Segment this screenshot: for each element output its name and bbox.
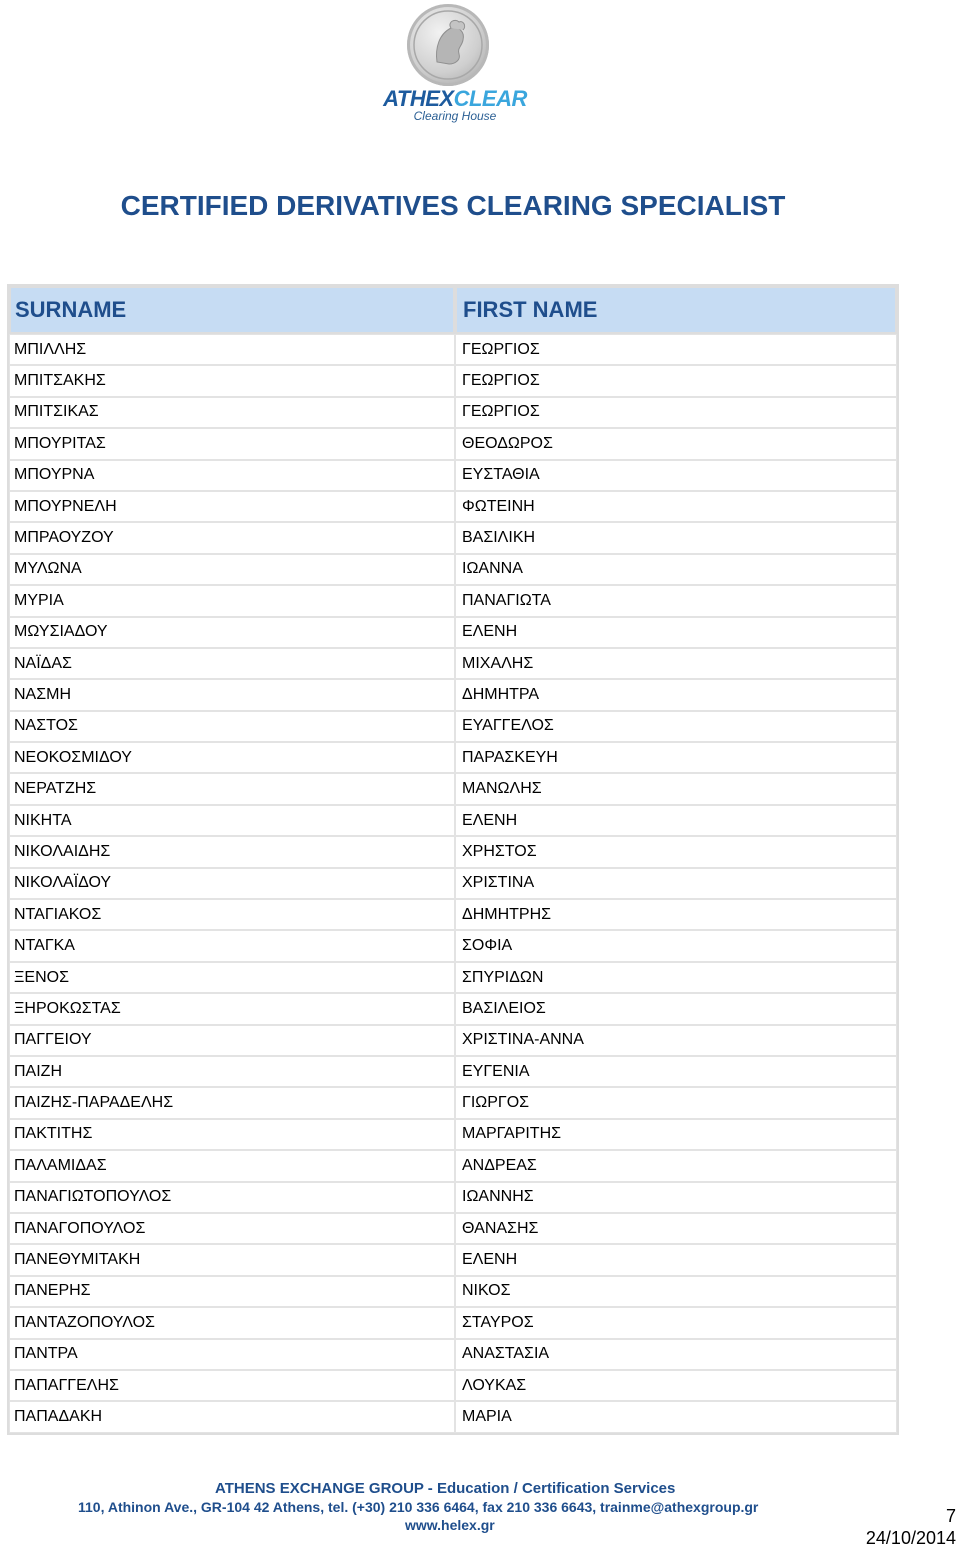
specialists-table bbox=[7, 284, 899, 1435]
table-body bbox=[9, 334, 897, 1433]
surname-cell: ΝΕΡΑΤΖΗΣ bbox=[9, 773, 455, 804]
first-name-cell: ΘΕΟΔΩΡΟΣ bbox=[455, 428, 897, 459]
table-row bbox=[9, 1119, 897, 1150]
table-row bbox=[9, 1339, 897, 1370]
first-name-cell: ΕΛΕΝΗ bbox=[455, 617, 897, 648]
first-name-cell: ΓΙΩΡΓΟΣ bbox=[455, 1087, 897, 1118]
athexclear-logo bbox=[380, 4, 530, 124]
first-name-cell: ΜΑΡΙΑ bbox=[455, 1401, 897, 1432]
surname-cell: ΠΑΚΤΙΤΗΣ bbox=[9, 1119, 455, 1150]
surname-cell: ΝΑΣΜΗ bbox=[9, 679, 455, 710]
surname-cell: ΝΤΑΓΙΑΚΟΣ bbox=[9, 899, 455, 930]
surname-cell: ΠΑΝΕΡΗΣ bbox=[9, 1276, 455, 1307]
brand-part-athex: ATHEX bbox=[383, 86, 454, 111]
table-header-row bbox=[9, 286, 897, 334]
first-name-cell: ΙΩΑΝΝΑ bbox=[455, 554, 897, 585]
first-name-cell: ΑΝΔΡΕΑΣ bbox=[455, 1150, 897, 1181]
table-row bbox=[9, 899, 897, 930]
page-footer bbox=[0, 1478, 960, 1550]
first-name-cell: ΧΡΗΣΤΟΣ bbox=[455, 836, 897, 867]
first-name-cell: ΔΗΜΗΤΡΑ bbox=[455, 679, 897, 710]
surname-cell: ΝΙΚΟΛΑΙΔΗΣ bbox=[9, 836, 455, 867]
first-name-cell: ΝΙΚΟΣ bbox=[455, 1276, 897, 1307]
surname-cell: ΝΑΣΤΟΣ bbox=[9, 711, 455, 742]
footer-address: 110, Athinon Ave., GR-104 42 Athens, tel. (+30) 210 336 6464, fax 210 336 6643, trainme@athexgroup.gr bbox=[78, 1499, 759, 1515]
surname-cell: ΠΑΙΖΗΣ-ΠΑΡΑΔΕΛΗΣ bbox=[9, 1087, 455, 1118]
surname-cell: ΝΤΑΓΚΑ bbox=[9, 930, 455, 961]
table-row bbox=[9, 1276, 897, 1307]
table-row bbox=[9, 1087, 897, 1118]
table-row bbox=[9, 460, 897, 491]
first-name-cell: ΠΑΡΑΣΚΕΥΗ bbox=[455, 742, 897, 773]
surname-cell: ΜΠΟΥΡΙΤΑΣ bbox=[9, 428, 455, 459]
table-row bbox=[9, 1182, 897, 1213]
surname-cell: ΝΕΟΚΟΣΜΙΔΟΥ bbox=[9, 742, 455, 773]
header-surname: SURNAME bbox=[9, 286, 455, 334]
surname-cell: ΞΕΝΟΣ bbox=[9, 962, 455, 993]
first-name-cell: ΒΑΣΙΛΕΙΟΣ bbox=[455, 993, 897, 1024]
table-row bbox=[9, 962, 897, 993]
first-name-cell: ΦΩΤΕΙΝΗ bbox=[455, 491, 897, 522]
surname-cell: ΜΥΡΙΑ bbox=[9, 585, 455, 616]
first-name-cell: ΣΟΦΙΑ bbox=[455, 930, 897, 961]
surname-cell: ΜΠΙΤΣΑΚΗΣ bbox=[9, 365, 455, 396]
first-name-cell: ΕΛΕΝΗ bbox=[455, 805, 897, 836]
surname-cell: ΜΠΟΥΡΝΑ bbox=[9, 460, 455, 491]
document-date: 24/10/2014 bbox=[865, 1528, 956, 1548]
first-name-cell: ΔΗΜΗΤΡΗΣ bbox=[455, 899, 897, 930]
surname-cell: ΠΑΠΑΔΑΚΗ bbox=[9, 1401, 455, 1432]
brand-subtitle: Clearing House bbox=[413, 109, 497, 123]
footer-organization: ATHENS EXCHANGE GROUP - Education / Certification Services bbox=[215, 1480, 676, 1497]
first-name-cell: ΕΥΣΤΑΘΙΑ bbox=[455, 460, 897, 491]
table-row bbox=[9, 1025, 897, 1056]
first-name-cell: ΜΑΝΩΛΗΣ bbox=[455, 773, 897, 804]
first-name-cell: ΛΟΥΚΑΣ bbox=[455, 1370, 897, 1401]
table-row bbox=[9, 993, 897, 1024]
table-row bbox=[9, 1056, 897, 1087]
surname-cell: ΠΑΝΕΘΥΜΙΤΑΚΗ bbox=[9, 1244, 455, 1275]
table-row bbox=[9, 1370, 897, 1401]
surname-cell: ΠΑΠΑΓΓΕΛΗΣ bbox=[9, 1370, 455, 1401]
first-name-cell: ΜΑΡΓΑΡΙΤΗΣ bbox=[455, 1119, 897, 1150]
header-first-name: FIRST NAME bbox=[455, 286, 897, 334]
table-row bbox=[9, 1213, 897, 1244]
table-row bbox=[9, 1307, 897, 1338]
table-row bbox=[9, 585, 897, 616]
first-name-cell: ΧΡΙΣΤΙΝΑ bbox=[455, 868, 897, 899]
surname-cell: ΝΙΚΟΛΑΪΔΟΥ bbox=[9, 868, 455, 899]
first-name-cell: ΙΩΑΝΝΗΣ bbox=[455, 1182, 897, 1213]
first-name-cell: ΠΑΝΑΓΙΩΤΑ bbox=[455, 585, 897, 616]
surname-cell: ΠΑΓΓΕΙΟΥ bbox=[9, 1025, 455, 1056]
first-name-cell: ΧΡΙΣΤΙΝΑ-ΑΝΝΑ bbox=[455, 1025, 897, 1056]
first-name-cell: ΓΕΩΡΓΙΟΣ bbox=[455, 397, 897, 428]
table-row bbox=[9, 491, 897, 522]
surname-cell: ΠΑΝΑΓΙΩΤΟΠΟΥΛΟΣ bbox=[9, 1182, 455, 1213]
table-row bbox=[9, 742, 897, 773]
first-name-cell: ΣΠΥΡΙΔΩΝ bbox=[455, 962, 897, 993]
surname-cell: ΜΠΙΛΛΗΣ bbox=[9, 334, 455, 365]
first-name-cell: ΒΑΣΙΛΙΚΗ bbox=[455, 522, 897, 553]
first-name-cell: ΜΙΧΑΛΗΣ bbox=[455, 648, 897, 679]
page-title: CERTIFIED DERIVATIVES CLEARING SPECIALIST bbox=[120, 190, 786, 221]
table-row bbox=[9, 365, 897, 396]
surname-cell: ΠΑΝΑΓΟΠΟΥΛΟΣ bbox=[9, 1213, 455, 1244]
brand-part-clear: CLEAR bbox=[453, 86, 527, 111]
first-name-cell: ΕΥΑΓΓΕΛΟΣ bbox=[455, 711, 897, 742]
surname-cell: ΜΥΛΩΝΑ bbox=[9, 554, 455, 585]
surname-cell: ΜΩΥΣΙΑΔΟΥ bbox=[9, 617, 455, 648]
table-row bbox=[9, 554, 897, 585]
first-name-cell: ΑΝΑΣΤΑΣΙΑ bbox=[455, 1339, 897, 1370]
surname-cell: ΠΑΝΤΑΖΟΠΟΥΛΟΣ bbox=[9, 1307, 455, 1338]
first-name-cell: ΣΤΑΥΡΟΣ bbox=[455, 1307, 897, 1338]
table-row bbox=[9, 711, 897, 742]
surname-cell: ΠΑΙΖΗ bbox=[9, 1056, 455, 1087]
first-name-cell: ΕΥΓΕΝΙΑ bbox=[455, 1056, 897, 1087]
table-row bbox=[9, 805, 897, 836]
table-row bbox=[9, 930, 897, 961]
coin-emblem-icon bbox=[407, 4, 489, 86]
surname-cell: ΝΙΚΗΤΑ bbox=[9, 805, 455, 836]
table-row bbox=[9, 648, 897, 679]
first-name-cell: ΕΛΕΝΗ bbox=[455, 1244, 897, 1275]
table-row bbox=[9, 522, 897, 553]
table-row bbox=[9, 617, 897, 648]
table-row bbox=[9, 679, 897, 710]
table-row bbox=[9, 1244, 897, 1275]
first-name-cell: ΓΕΩΡΓΙΟΣ bbox=[455, 365, 897, 396]
table-row bbox=[9, 836, 897, 867]
table-row bbox=[9, 868, 897, 899]
surname-cell: ΞΗΡΟΚΩΣΤΑΣ bbox=[9, 993, 455, 1024]
surname-cell: ΠΑΛΑΜΙΔΑΣ bbox=[9, 1150, 455, 1181]
surname-cell: ΜΠΙΤΣΙΚΑΣ bbox=[9, 397, 455, 428]
table-row bbox=[9, 1150, 897, 1181]
table-row bbox=[9, 334, 897, 365]
first-name-cell: ΘΑΝΑΣΗΣ bbox=[455, 1213, 897, 1244]
surname-cell: ΝΑΪΔΑΣ bbox=[9, 648, 455, 679]
surname-cell: ΜΠΟΥΡΝΕΛΗ bbox=[9, 491, 455, 522]
footer-website: www.helex.gr bbox=[405, 1517, 495, 1533]
surname-cell: ΜΠΡΑΟΥΖΟΥ bbox=[9, 522, 455, 553]
surname-cell: ΠΑΝΤΡΑ bbox=[9, 1339, 455, 1370]
table-row bbox=[9, 1401, 897, 1432]
table-row bbox=[9, 397, 897, 428]
table-row bbox=[9, 773, 897, 804]
table-row bbox=[9, 428, 897, 459]
page-number: 7 bbox=[945, 1506, 956, 1526]
first-name-cell: ΓΕΩΡΓΙΟΣ bbox=[455, 334, 897, 365]
